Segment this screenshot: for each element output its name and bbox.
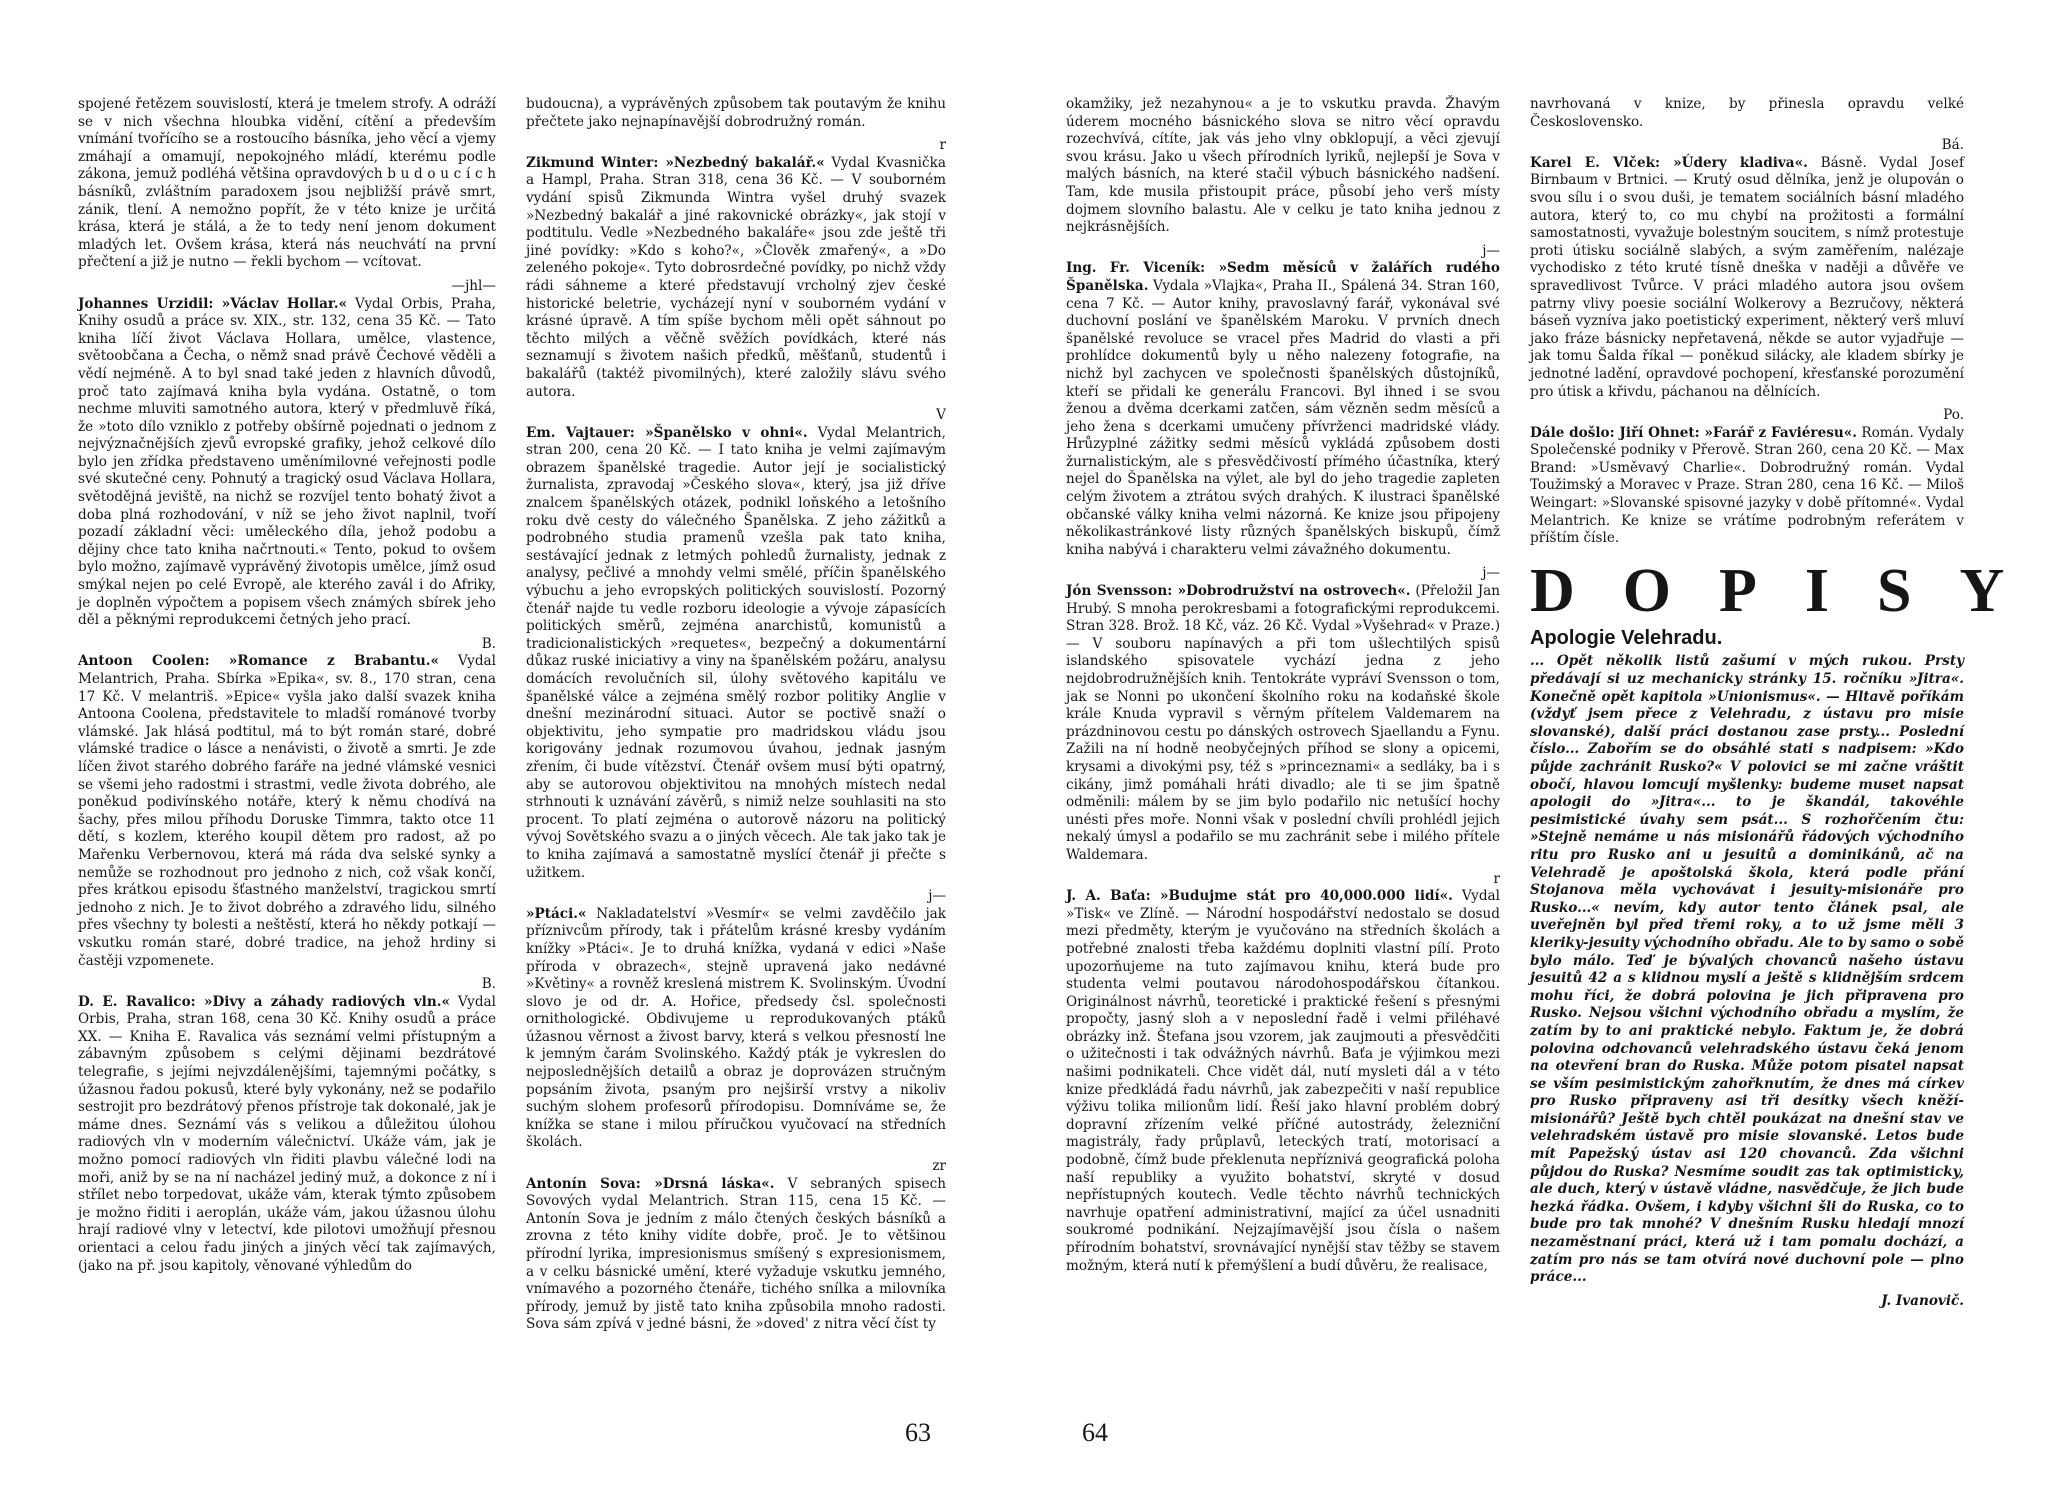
review-signature: zr	[932, 1158, 946, 1175]
review-item	[1530, 96, 1964, 131]
review-title: Em. Vajtauer: »Španělsko v ohni«.	[526, 424, 808, 441]
letter-text: ... Opět několik listů zašumí v mých rukou. Prsty předávají si uz mechanicky stránky 15. ročníku »Jitra«. Konečně opět kapitola »Unionismus«. — Hltavě poříkám (vždyť jsem přece z Velehradu, z ústavu pro misie slovanské), další práci dostanou zase prsty... Poslední číslo... Zabořím se do obsáhlé stati s nadpisem: »Kdo půjde zachránit Rusko?« V polovici se mi začne vráštit obočí, hlavou lomcují myšlenky: budeme muset napsat apologii do »Jitra«... to je škandál, takovéhle pesimistické úvahy sem psát... S rozhořčením čtu: »Stejně nemáme u nás misionářů řádových východního ritu pro Rusko ani u jesuitů a dominikánů, ač na Velehradě je apoštolská škola, která podle přání Stojanova měla vychovávat i jesuity-misionáře pro Rusko...« nevím, kdy autor tento článek psal, ale uveřejněn byl před třemi roky, a to už jsme měli 3 kleriky-jesuity východního obřadu. Ale to by samo o sobě bylo málo. Teď je bývalých chovanců našeho ústavu jesuitů 42 a s klidnou myslí a ještě s klidnějším srdcem mohu říci, že dobrá polovina je jich připravena pro Rusko. Nejsou všichni východního obřadu a myslím, že zatím by to ani praktické nebylo. Faktum je, že dobrá polovina odchovanců velehradského ústavu čeká jenom na otevření bran do Ruska. Může potom pisatel napsat se vším pesimistickým zahořknutím, že dnes má církev pro Rusko připraveny asi tři desítky všech kněží-misionářů? Ještě bych chtěl poukázat na dnešní stav ve velehradském ústavě pro misie slovanské. Letos bude mít Papežský ústav asi 120 chovanců. Zda všichni půjdou do Ruska? Nesmíme soudit zas tak optimisticky, ale duch, který v ústavě vládne, nasvědčuje, že jich bude hezká řádka. Ovšem, i kdyby všichni šli do Ruska, co to bude pro tak mnohé? V dnešním Rusku hledají mnozí nezaměstnaní práci, která už i tam pomalu dochází, a zatím pro nás se tam otvírá nové duchovní pole — plno práce...	[1530, 653, 1964, 1286]
left-column-1	[78, 96, 496, 1416]
review-text: Vydal Melantrich, stran 200, cena 20 Kč. — I tato kniha je velmi zajímavým obrazem španělské tragedie. Autor její je socialistický žurnalista, zpravodaj »Českého slova«, který, jsa již dříve znalcem španělských otázek, podnikl loňského a letošního roku dvě cesty do válečného Španělska. Z jeho zážitků a podrobného studia pramenů vzešla pak tato kniha, sestávající jednak z letmých pohledů žurnalisty, jednak z analysy, pečlivé a mnohdy velmi smělé, příčin španělského výbuchu a jeho evropských politických souvislostí. Pozorný čtenář najde tu vedle rozboru ideologie a vývoje zápasících politických směrů, zejména anarchistů, komunistů a tradicionalistických »requetes«, bezpečný a dokumentární důkaz ruské iniciativy a viny na španělském požáru, analysu domácích revolučních sil, úlohy světového kapitálu ve španělské válce a zejména smělý rozbor politiky Anglie v dnešní mezinárodní situaci. Autor se poctivě snaží o objektivitu, jeho sympatie pro madridskou vládu jsou korigovány jednak rozumovou úvahou, jednak jasným zřením, či bude vítězství. Čtenář ovšem musí býti opatrný, aby se autorovou objektivitou na mnohých místech nedal strhnouti k uznávání závěrů, s nimiž nelze souhlasiti na sto procent. To platí zejména o autorově názoru na politický vývoj Sovětského svazu a o jiných věcech. Ale tak jako tak je to kniha zajímavá a samostatně myslící čtenář ji přečte s užitkem.	[526, 424, 946, 881]
review-item	[1066, 260, 1500, 559]
review-text: Román. Vydaly Společenské podniky v Přerově. Stran 260, cena 20 Kč. — Max Brand: »Usměvavý Charlie«. Dobrodružný román. Vydal Toužimský a Moravec v Praze. Stran 280, cena 16 Kč. — Miloš Weingart: »Slovanské spisovné jazyky v době přítomné«. Vydal Melantrich. Ke knize se vrátíme podrobným referátem v příštím čísle.	[1530, 424, 1964, 547]
review-text: Vydal Kvasnička a Hampl, Praha. Stran 318, cena 36 Kč. — V souborném vydání spisů Zikmunda Wintra vyšel druhý svazek »Nezbedný bakalář a jiné rakovnické obrázky«, jak stojí v podtitulu. Vedle »Nezbedného bakaláře« jsou zde ještě tři jiné povídky: »Kdo s koho?«, »Člověk zmařený«, a »Do zeleného pokoje«. Tyto dobrosrdečné povídky, po nichž vždy rádi sáhneme a které představují vrcholný zjev české historické beletrie, vycházejí nyní v souborném vydání v krásné úpravě. A tím spíše bychom měli opět sáhnout po těchto milých a věčně svěžích povídkách, které nás seznamují s životem našich předků, měšťanů, studentů i bakalářů (taktéž pivomilných), které založily slávu svého autora.	[526, 154, 946, 400]
review-signature: —jhl—	[451, 277, 496, 294]
review-item	[78, 653, 496, 970]
review-text: spojené řetězem souvislostí, která je tmelem strofy. A odráží se v nich všechna hloubka vidění, cítění a především vnímání tvořícího se a rostoucího básníka, jeho věcí a vjemy zmáhají a omamují, nepokojného mládí, kterému podle zákona, jemuž podléhá většina opravdových b u d o u c í c h básníků, zvláštním paradoxem jsou nejbližší právě smrt, zánik, tlení. A nemožno popřít, že v této knize je určitá krása, která je stálá, a že to tedy není jenom dokument mladých let. Ovšem krása, která nás neuchvátí na první přečtení a již je nutno — řekli bychom — vcítovat.	[78, 96, 496, 271]
review-signature: B.	[481, 635, 496, 652]
left-column-2	[526, 96, 946, 1416]
left-page	[0, 0, 1000, 1500]
review-title: Johannes Urzidil: »Václav Hollar.«	[78, 295, 348, 312]
review-item	[78, 296, 496, 630]
review-item	[526, 1176, 946, 1334]
review-title: Dále došlo: Jiří Ohnet: »Farář z Faviéresu«.	[1530, 424, 1858, 441]
review-text: Vydal Orbis, Praha, stran 168, cena 30 Kč. Knihy osudů a práce XX. — Kniha E. Ravalica vás seznámí velmi přístupným a zábavným způsobem s celými dějinami bezdrátové telegrafie, s jejími nejvzdálenějšími, tajemnými počátky, s úžasnou řadou pokusů, které byly vykonány, než se podařilo sestrojit pro bezdrátový přenos přístroje tak dokonalé, jak je máme dnes. Seznámí vás s velikou a důležitou úlohou radiových vln v moderním válečnictví. Ukáže vám, jak je možno pomocí radiových vln řiditi plavbu válečné lodi na moři, aniž by se na ní nacházel jediný muž, a dokonce z ní i střílet nebo torpedovat, ukáže vám, kterak týmto způsobem je možno řiditi i aeroplán, ukáže vám, jakou úžasnou úlohu hrají radiové vlny v letectví, kde pilotovi umožňují přesnou orientaci a celou řadu jiných a jiných věcí tak zajímavých, (jako na př. jsou kapitoly, věnované výhledům do	[78, 993, 496, 1274]
review-item	[1530, 425, 1964, 548]
right-page	[1030, 0, 2052, 1500]
review-text: Vydal Orbis, Praha, Knihy osudů a práce sv. XIX., str. 132, cena 35 Kč. — Tato kniha líčí život Václava Hollara, umělce, vlastence, světoobčana a Čecha, o němž snad právě Čechové věděli a vědí nejméně. A to byl snad také jeden z hlavních důvodů, proč tato zajímavá kniha byla vydána. Ostatně, o tom nechme mluviti samotného autora, který v předmluvě říká, že »toto dílo vzniklo z potřeby obšírně pojednati o jednom z nejvýznačnějších zjevů evropské grafiky, jehož celkové dílo bylo jen zřídka představeno uměnímilovné veřejnosti podle své skutečné ceny. Pohnutý a tragický osud Václava Hollara, světodějná jeviště, na nichž se rozvíjel tento bohatý život a doba plná rozhodování, v níž se jeho život naplnil, tvoří pozadí základní věci: uměleckého díla, jehož podobu a dějiny chce tato kniha načrtnouti.« Tento, pokud to ovšem bylo možno, zajímavě vyprávěný životopis umělce, jímž osud smýkal nejen po celé Evropě, ale kterého zavál i do Afriky, je doplněn výpočtem a popisem všech známých sbírek jeho děl a pěknými reprodukcemi četných jeho prací.	[78, 295, 496, 629]
right-column-1	[1066, 96, 1500, 1416]
review-item	[78, 994, 496, 1276]
review-text: Vydal Melantrich, Praha. Sbírka »Epika«, sv. 8., 170 stran, cena 17 Kč. V melantriš. »Epice« vyšla jako další svazek kniha Antoona Coolena, představitele to mladší románové tvorby vlámské. Jak hlásá podtitul, má to být román staré, dobré vlámské tradice o lásce a nenávisti, o životě a smrti. Je zde líčen život starého dobrého faráře na jedné vlámské vesnici se všemi jeho radostmi i strastmi, vedle života dobrého, ale poněkud podivínského notáře, který k němu chodívá na šachy, přes milou příhodu Doruske Timmra, takto otce 11 dětí, s kozlem, kterého koupil dětem pro radost, až po Mařenku Verbernovou, která má ráda dva selské synky a nemůže se rozhodnout pro jednoho z nich, což však končí, přes krátkou episodu šťastného manželství, tragickou smrtí jednoho z nich. Je to život dobrého a zdravého lidu, silného přes všechny ty bolesti a neštěstí, která ho někdy potkají — vskutku román staré, dobré tradice, na jehož hrdiny si častěji vzpomenete.	[78, 653, 496, 969]
review-title: Karel E. Vlček: »Údery kladiva«.	[1530, 154, 1808, 171]
review-item	[1066, 96, 1500, 237]
review-title: Antoon Coolen: »Romance z Brabantu.«	[78, 653, 440, 670]
review-text: Vydal »Tisk« ve Zlíně. — Národní hospodářství nedostalo se dosud mezi předměty, kterým je vyučováno na středních školách a potřebné znalosti třeba každému doplniti vlastní pílí. Proto upozorňujeme na tuto zajímavou knihu, která bude pro studenta velmi poutavou národohospodářskou čítankou. Originálnost návrhů, teoretické i praktické řešení s přesnými propočty, jasný sloh a v neposlední řadě i velmi přiléhavé obrázky inž. Štefana jsou vzorem, jak zaujmouti a přesvědčiti o užitečnosti i tak odvážných návrhů. Baťa je výjimkou mezi našimi podnikateli. Chce vidět dál, nutí mysleti dál a v této knize předkládá řadu návrhů, jak zabezpečiti v naší republice výživu tolika milionům lidí. Řeší jako hlavní problém dobrý dopravní zřízením velké příčné autostrády, železniční magistrály, řady průplavů, leteckých tratí, motorisací a podobně, čímž bude překlenuta nepříznivá geografická poloha naší republiky a využito bohatství, skryté v dosud nepřístupných koutech. Vedle těchto návrhů technických navrhuje opatření administrativní, mající za účel usnadniti soukromé podnikání. Nejzajímavější jsou čísla o našem přírodním bohatství, srovnávající nynější stav těžby se stavem možným, která nutí k přemýšlení a budí důvěru, že realisace,	[1066, 888, 1500, 1274]
letter-signature: J. Ivanovič.	[1881, 1292, 1964, 1309]
page-number: 64	[1082, 1418, 1108, 1447]
review-item	[526, 425, 946, 882]
review-title: Jón Svensson: »Dobrodružství na ostrovech«.	[1066, 583, 1411, 600]
review-title: Zikmund Winter: »Nezbedný bakalář.«	[526, 154, 825, 171]
review-title: J. A. Baťa: »Budujme stát pro 40,000.000 lidí«.	[1066, 888, 1453, 905]
letter-title: Apologie Velehradu.	[1530, 626, 1723, 649]
review-signature: Bá.	[1941, 137, 1964, 154]
review-item	[526, 906, 946, 1152]
review-text: navrhovaná v knize, by přinesla opravdu velké Československo.	[1530, 96, 1964, 130]
review-item	[526, 155, 946, 401]
review-text: Vydala »Vlajka«, Praha II., Spálená 34. Stran 160, cena 7 Kč. — Autor knihy, pravoslavný farář, vykonával své duchovní poslání ve španělském Maroku. V prvních dnech španělské revoluce se vracel přes Madrid do vlasti a při prohlídce dokumentů byly u něho nalezeny fotografie, na nichž byl zachycen ve společnosti španělských důstojníků, kteří se přidali ke generálu Francovi. Byl ihned i se svou ženou a dvěma dcerkami zatčen, sám vězněn sedm měsíců a jeho žena s dcerkami umučeny přívrženci madridské vlády. Hrůzyplné zážitky sedmi měsíců vykládá způsobem dosti žurnalistickým, ale s přesvědčivostí přímého účastníka, který nejel do Španělska na výlet, ale byl do jeho tragedie zapleten celým životem a ztrátou svých drahých. K ilustraci španělské občanské války kniha velmi názorná. Ke knize jsou připojeny několikastránkové listy různých španělských biskupů, čímž kniha nabývá i charakteru velmi závažného dokumentu.	[1066, 277, 1500, 558]
review-text: V sebraných spisech Sovových vydal Melantrich. Stran 115, cena 15 Kč. — Antonín Sova je jedním z málo čtených českých básníků a zrovna z této knihy vidíte dobře, proč. Je to většinou přírodní lyrika, impresionismus smíšený s expresionismem, a v celku básnické umění, které vyžaduje vskutku jemného, vnímavého a pozorného čtenáře, tichého snílka a milovníka přírody, jemuž by jistě tato kniha způsobila mnoho radosti. Sova sám zpívá v jedné básni, že »doved' z nitra věcí číst ty	[526, 1175, 947, 1333]
review-text: Básně. Vydal Josef Birnbaum v Brtnici. — Krutý osud dělníka, jenž je olupován o svou sílu i o svou duši, je tematem sociálních básní mladého autora, který to, co mu chybí na prožitosti a formální samostatnosti, vyvažuje bolestným soucitem, s nímž protestuje proti útisku sociálně slabých, a svým zaměřením, nalézaje vychodisko z této kruté tísně dneška v naději a důvěře ve spravedlivost Tvůrce. V práci mladého autora jsou ovšem patrny vlivy poesie sociální Wolkerovy a Bezručovy, některá báseň vyzníva jako poetistický experiment, některý verš mluví jako fráze básnicky nepřetavená, někde se autor vyjadřuje — jak tomu Šalda říkal — poněkud silácky, ale kladem sbírky je jednotné ladění, opravdové pochopení, křesťanské porozumění pro útisk a křivdu, páchanou na dělnících.	[1530, 154, 1964, 400]
review-text: (Přeložil Jan Hrubý. S mnoha perokresbami a fotografickými reprodukcemi. Stran 328. Brož. 18 Kč, váz. 26 Kč. Vydal »Vyšehrad« v Praze.) — V souboru napínavých a při tom ušlechtilých spisů islandského spisovatele vychází jedna z jeho nejdobrodružnějších knih. Tentokráte vypráví Svensson o tom, jak se Nonni po ukončení školního roku na kodaňské škole krále Knuda vypravil s věrným přítelem Valdemarem na prázdninovou cestu po dánských ostrovech Sjaellandu a Fynu. Zažili na ní hodně neobyčejných příhod se slony a opicemi, krysami a divokými psy, též s »princeznami« a sedláky, ba i s cikány, jimž pomáhali hráti divadlo; ale ti se jim špatně odměnili: málem by se jim bylo podařilo nic netušící hochy unésti přes moře. Nonni však v poslední chvíli prohlédl jejich nekalý úmysl a podařilo se mu zachránit sebe i milého přítele Waldemara.	[1066, 583, 1501, 863]
review-item	[1066, 888, 1500, 1275]
review-item	[526, 96, 946, 131]
review-title: »Ptáci.«	[526, 905, 587, 922]
right-column-2	[1530, 96, 2052, 1416]
review-item	[78, 96, 496, 272]
review-item	[1066, 583, 1500, 865]
review-title: Ing. Fr. Viceník: »Sedm měsíců v žalářích rudého Španělska.	[1066, 260, 1500, 294]
review-text: Nakladatelství »Vesmír« se velmi zavděčilo jak příznivcům přírody, tak i přátelům krásné kresby vydáním knížky »Ptáci«. Je to druhá knížka, vydaná v edici »Naše příroda v obrazech«, stejně upravená jako nedávné »Květiny« a rovněž kreslená mistrem K. Svolinským. Úvodní slovo je od dr. A. Hořice, předsedy čsl. společnosti ornithologické. Obdivujeme u reprodukovaných ptáků úžasnou věrnost a živost barvy, která s velkou přesností lne k jemným čarám Svolinského. Každý pták je vykreslen do nejposlednějších detailů a obraz je doprovázen stručným popsáním života, psaným pro nejširší vrstvy a nikoliv suchým slohem profesorů přírodopisu. Domníváme se, že knížka se stane i milou příručkou vyučovací na středních školách.	[526, 905, 946, 1151]
review-signature: Po.	[1943, 407, 1964, 424]
review-signature: r	[1493, 870, 1500, 887]
review-text: okamžiky, jež nezahynou« a je to vskutku pravda. Žhavým úderem mocného básnického slova se nitro věcí opravdu rozechvívá, cítíte, jak vás jeho vlny obklopují, a věci zjevují svou krásu. Jako u všech přírodních lyriků, nejlepší je Sova v malých básních, na které stačil výbuch básnického nadšení. Tam, kde musila přistoupit práce, působí jeho verš místy dojmem slovního balastu. Ale v celku je tato kniha jednou z nejkrásnějších.	[1066, 96, 1500, 236]
review-signature: j—	[1482, 242, 1500, 259]
review-signature: j—	[1482, 565, 1500, 582]
review-item	[1530, 155, 1964, 401]
review-signature: j—	[928, 888, 946, 905]
review-title: D. E. Ravalico: »Divy a záhady radiových vln.«	[78, 993, 450, 1010]
review-text: budoucna), a vyprávěných způsobem tak poutavým že knihu přečtete jako nejnapínavější dobrodružný román.	[526, 96, 946, 130]
review-title: Antonín Sova: »Drsná láska«.	[526, 1175, 775, 1192]
page-number: 63	[905, 1418, 931, 1447]
review-signature: B.	[481, 976, 496, 993]
section-heading: DOPISY	[1530, 556, 2052, 625]
review-signature: r	[939, 137, 946, 154]
review-signature: V	[936, 407, 946, 424]
